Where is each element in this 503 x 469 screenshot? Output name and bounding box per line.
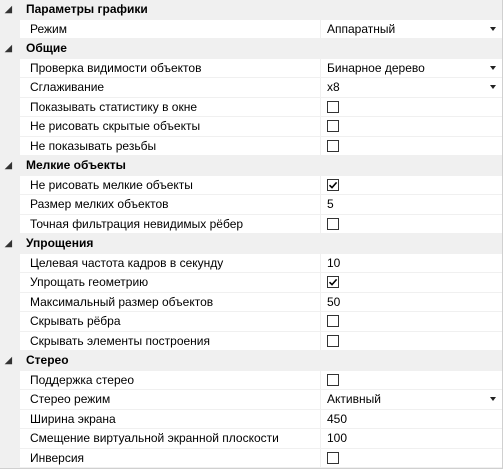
dropdown-value: Аппаратный [327,21,396,36]
dropdown-value: Бинарное дерево [327,60,425,75]
property-row[interactable] [0,429,502,449]
row-gutter [0,293,20,312]
checkbox[interactable] [327,101,339,113]
property-row[interactable] [0,312,502,332]
property-value-field[interactable] [321,410,502,429]
property-value-cell[interactable] [321,449,502,468]
property-value-cell[interactable] [321,176,502,195]
row-gutter [0,332,20,351]
property-dropdown[interactable] [321,20,502,39]
property-row[interactable] [0,176,502,196]
property-value-cell[interactable] [321,137,502,156]
property-row[interactable] [0,273,502,293]
property-row[interactable] [0,371,502,391]
checkmark-icon [328,180,338,190]
dropdown-arrow-icon[interactable] [490,66,496,70]
row-gutter [0,117,20,136]
property-value-cell[interactable] [321,117,502,136]
category-title: Упрощения [26,236,94,251]
property-name: Показывать статистику в окне [20,98,321,117]
property-value: 50 [327,294,341,309]
dropdown-value: Активный [327,392,381,407]
checkmark-icon [328,277,338,287]
property-value-field[interactable] [321,293,502,312]
checkbox[interactable] [327,335,339,347]
row-gutter [0,215,20,234]
property-name: Стерео режим [20,390,321,409]
property-row[interactable] [0,410,502,430]
checkbox[interactable] [327,315,339,327]
property-dropdown[interactable] [321,390,502,409]
property-name: Не показывать резьбы [20,137,321,156]
collapse-icon[interactable]: ◢ [5,354,12,365]
property-value: 10 [327,255,341,270]
property-row[interactable] [0,59,502,79]
property-value-cell[interactable] [321,273,502,292]
row-gutter [0,137,20,156]
property-name: Размер мелких объектов [20,195,321,214]
property-value: 5 [327,197,334,212]
checkbox[interactable] [327,452,339,464]
property-value-cell[interactable] [321,215,502,234]
dropdown-arrow-icon[interactable] [490,397,496,401]
property-value: 450 [327,411,348,426]
property-dropdown[interactable] [321,78,502,97]
row-gutter [0,254,20,273]
category-header[interactable] [0,0,502,20]
category-header[interactable] [0,39,502,59]
row-gutter [0,410,20,429]
property-name: Проверка видимости объектов [20,59,321,78]
dropdown-value: x8 [327,80,340,95]
property-value-cell[interactable] [321,332,502,351]
property-row[interactable] [0,293,502,313]
property-name: Не рисовать скрытые объекты [20,117,321,136]
checkbox[interactable] [327,276,339,288]
property-name: Ширина экрана [20,410,321,429]
collapse-icon[interactable]: ◢ [5,3,12,14]
row-gutter [0,20,20,39]
category-title: Стерео [26,353,69,368]
property-name: Скрывать элементы построения [20,332,321,351]
property-name: Поддержка стерео [20,371,321,390]
property-row[interactable] [0,98,502,118]
checkbox[interactable] [327,179,339,191]
property-value-cell[interactable] [321,312,502,331]
row-gutter [0,59,20,78]
property-row[interactable] [0,449,502,469]
row-gutter [0,371,20,390]
collapse-icon[interactable]: ◢ [5,237,12,248]
property-value-cell[interactable] [321,371,502,390]
row-gutter [0,390,20,409]
property-name: Сглаживание [20,78,321,97]
row-gutter [0,176,20,195]
checkbox[interactable] [327,140,339,152]
property-row[interactable] [0,137,502,157]
collapse-icon[interactable]: ◢ [5,159,12,170]
property-row[interactable] [0,215,502,235]
property-row[interactable] [0,390,502,410]
category-header[interactable] [0,156,502,176]
dropdown-arrow-icon[interactable] [490,85,496,89]
property-name: Не рисовать мелкие объекты [20,176,321,195]
dropdown-arrow-icon[interactable] [490,27,496,31]
property-dropdown[interactable] [321,59,502,78]
checkbox[interactable] [327,218,339,230]
property-name: Режим [20,20,321,39]
row-gutter [0,98,20,117]
property-value: 100 [327,431,348,446]
property-name: Инверсия [20,449,321,468]
property-name: Скрывать рёбра [20,312,321,331]
property-value-cell[interactable] [321,98,502,117]
property-row[interactable] [0,78,502,98]
property-name: Точная фильтрация невидимых рёбер [20,215,321,234]
row-gutter [0,449,20,468]
property-value-field[interactable] [321,429,502,448]
category-header[interactable] [0,351,502,371]
property-name: Максимальный размер объектов [20,293,321,312]
property-row[interactable] [0,195,502,215]
property-row[interactable] [0,254,502,274]
row-gutter [0,429,20,448]
collapse-icon[interactable]: ◢ [5,42,12,53]
property-name: Упрощать геометрию [20,273,321,292]
checkbox[interactable] [327,120,339,132]
row-gutter [0,312,20,331]
row-gutter [0,273,20,292]
row-gutter [0,195,20,214]
property-value-field[interactable] [321,195,502,214]
category-header[interactable] [0,234,502,254]
property-row[interactable] [0,117,502,137]
property-name: Целевая частота кадров в секунду [20,254,321,273]
property-name: Смещение виртуальной экранной плоскости [20,429,321,448]
category-title: Общие [26,41,67,56]
category-title: Мелкие объекты [26,158,126,173]
property-value-field[interactable] [321,254,502,273]
checkbox[interactable] [327,374,339,386]
row-gutter [0,78,20,97]
category-title: Параметры графики [26,2,148,17]
property-row[interactable] [0,20,502,40]
property-row[interactable] [0,332,502,352]
